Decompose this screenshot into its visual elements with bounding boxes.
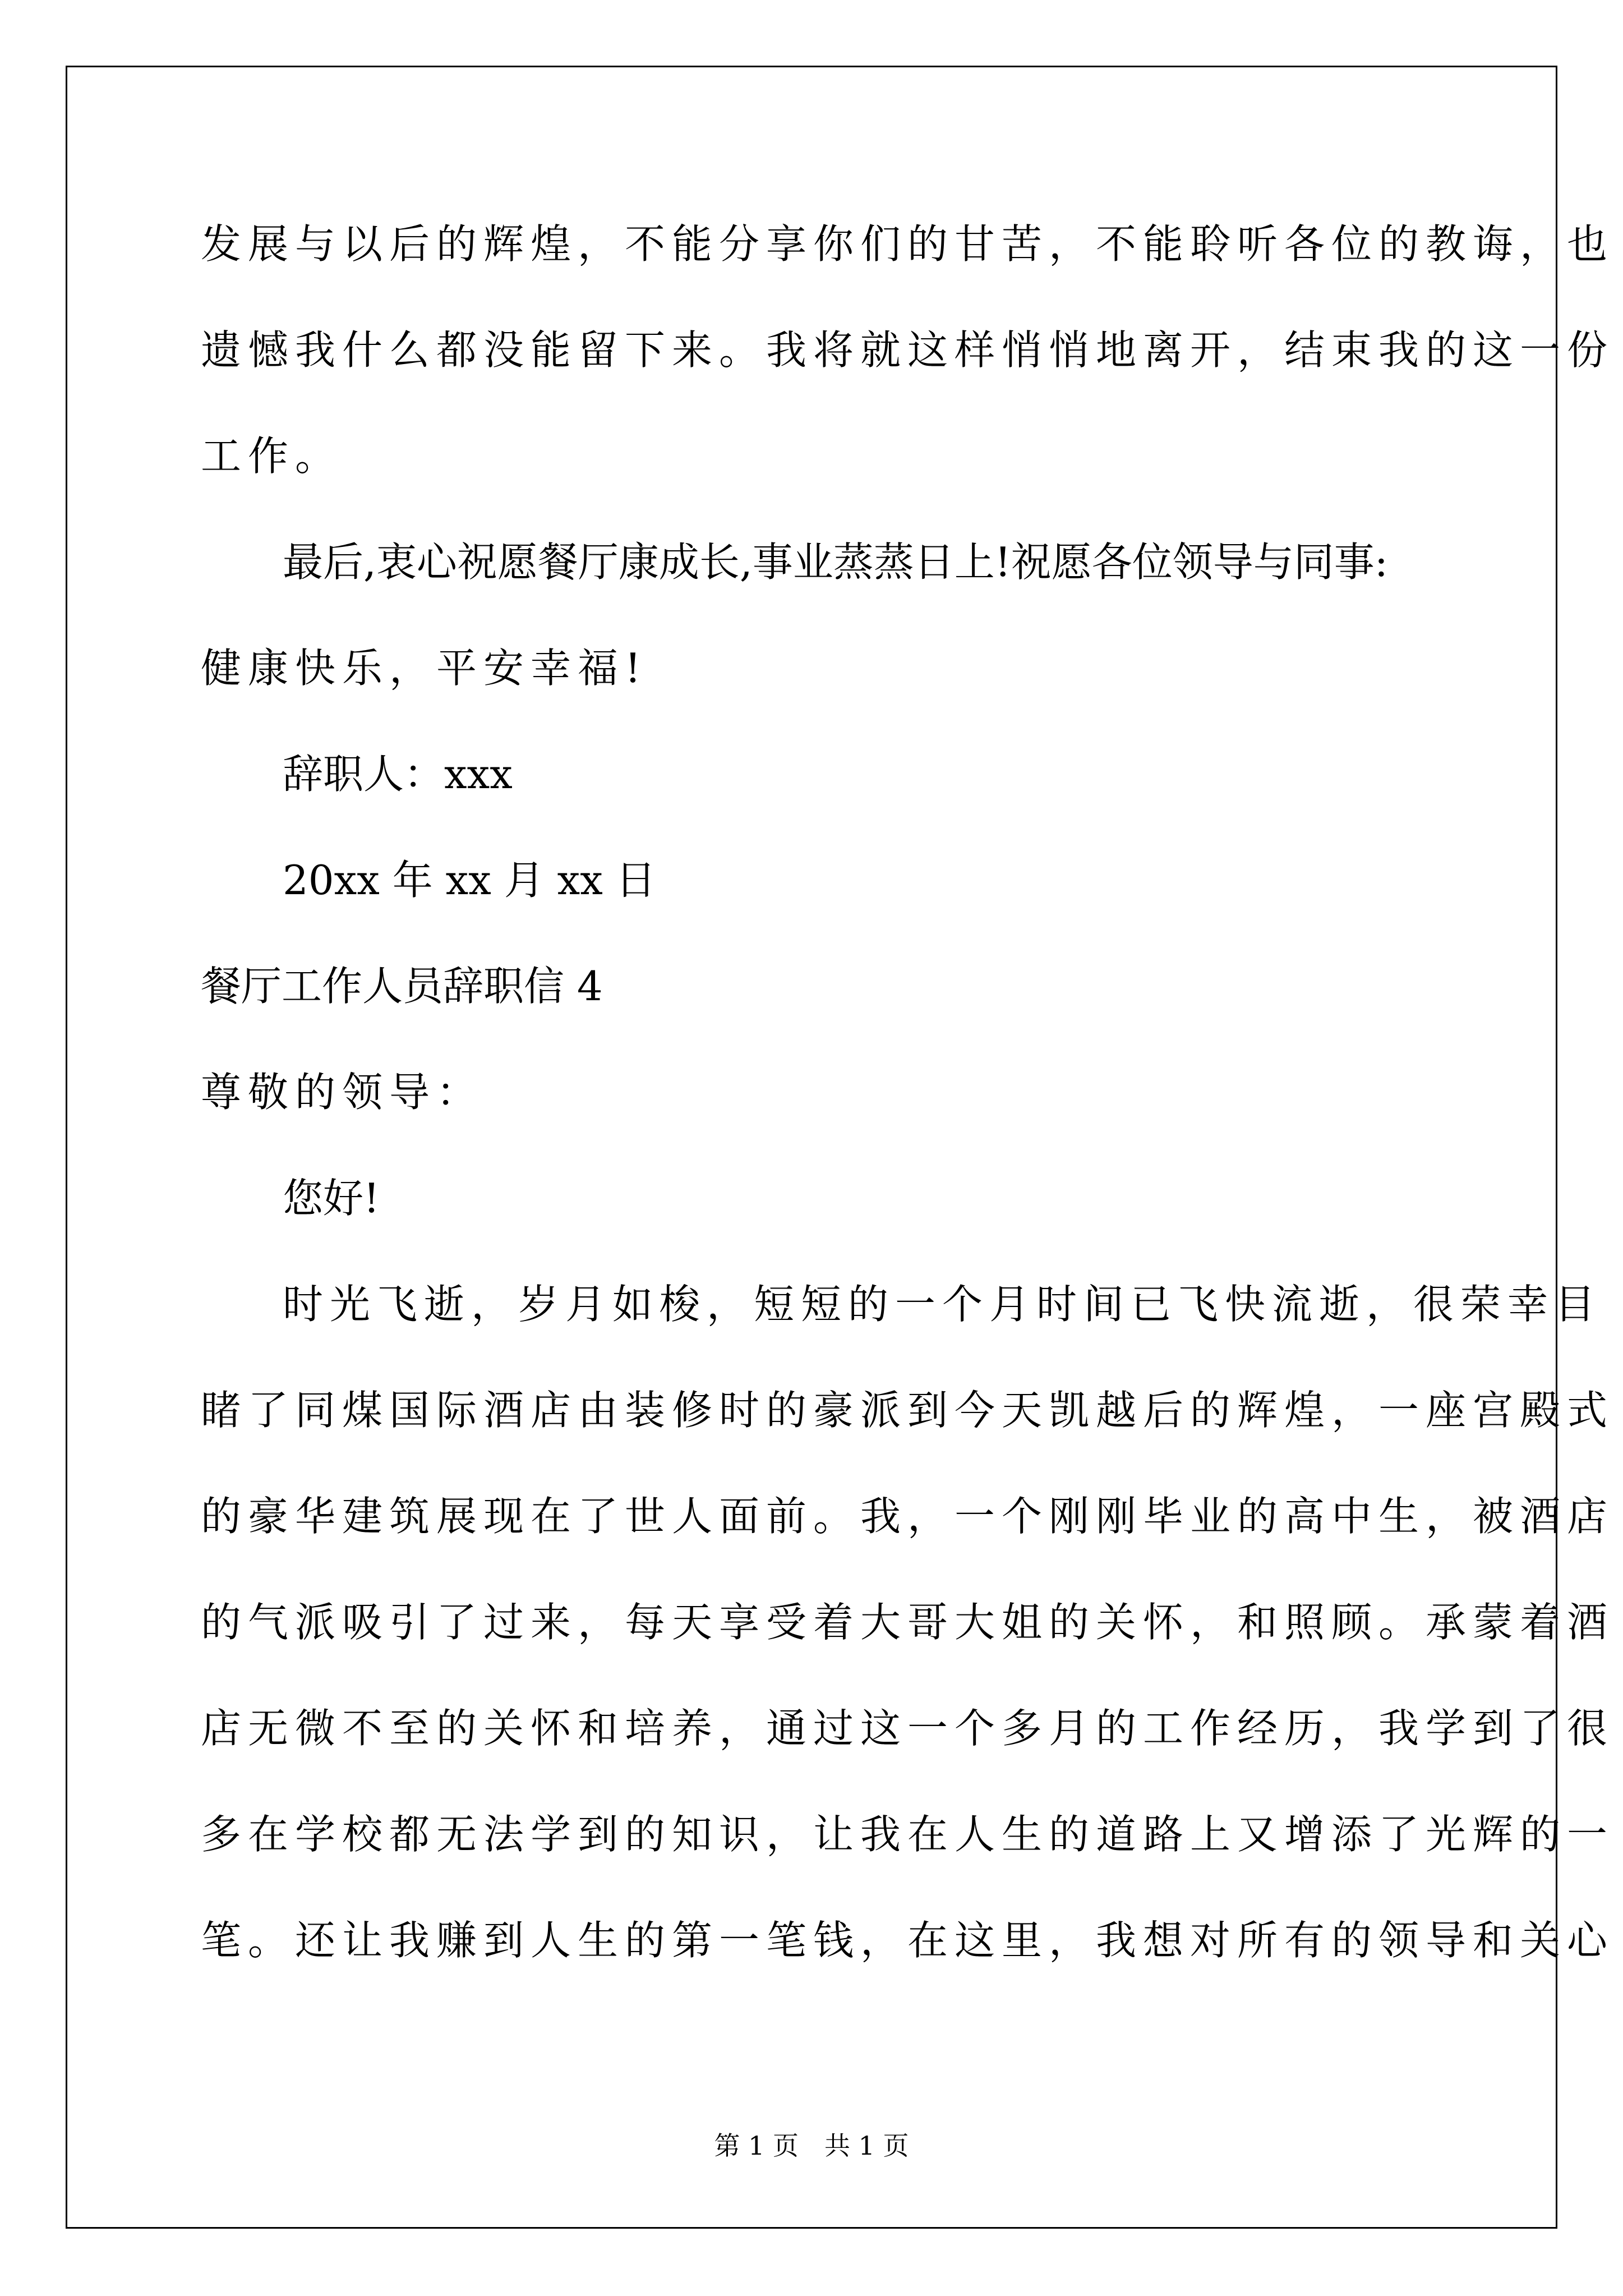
signature-line: 辞职人：xxx [283,751,513,798]
document-body [201,213,1615,2016]
text-line: 店无微不至的关怀和培养，通过这一个多月的工作经历，我学到了很 [201,1705,1615,1752]
text-line: 的气派吸引了过来，每天享受着大哥大姐的关怀，和照顾。承蒙着酒 [201,1599,1615,1646]
page-number: 第 1 页 [714,2131,799,2161]
text-line: 多在学校都无法学到的知识，让我在人生的道路上又增添了光辉的一 [201,1811,1615,1858]
text-line: 工作。 [201,432,343,480]
text-line: 的豪华建筑展现在了世人面前。我，一个刚刚毕业的高中生，被酒店 [201,1493,1615,1540]
text-line: 健康快乐，平安幸福! [201,645,648,692]
date-line: 20xx 年 xx 月 xx 日 [283,857,656,904]
text-line: 睹了同煤国际酒店由装修时的豪派到今天凯越后的辉煌，一座宫殿式 [201,1387,1615,1434]
greeting-line: 您好! [283,1175,380,1222]
text-line: 时光飞逝，岁月如梭，短短的一个月时间已飞快流逝，很荣幸目 [283,1281,1602,1328]
page-footer [0,2129,1623,2162]
salutation-line: 尊敬的领导： [201,1069,484,1116]
text-line: 最后,衷心祝愿餐厅康成长,事业蒸蒸日上!祝愿各位领导与同事: [283,539,1388,586]
text-line: 遗憾我什么都没能留下来。我将就这样悄悄地离开，结束我的这一份 [201,326,1615,374]
text-line: 笔。还让我赚到人生的第一笔钱，在这里，我想对所有的领导和关心 [201,1917,1615,1964]
text-line: 发展与以后的辉煌，不能分享你们的甘苦，不能聆听各位的教诲，也 [201,220,1615,268]
page-total: 共 1 页 [824,2131,909,2161]
section-heading: 餐厅工作人员辞职信 4 [201,963,603,1010]
